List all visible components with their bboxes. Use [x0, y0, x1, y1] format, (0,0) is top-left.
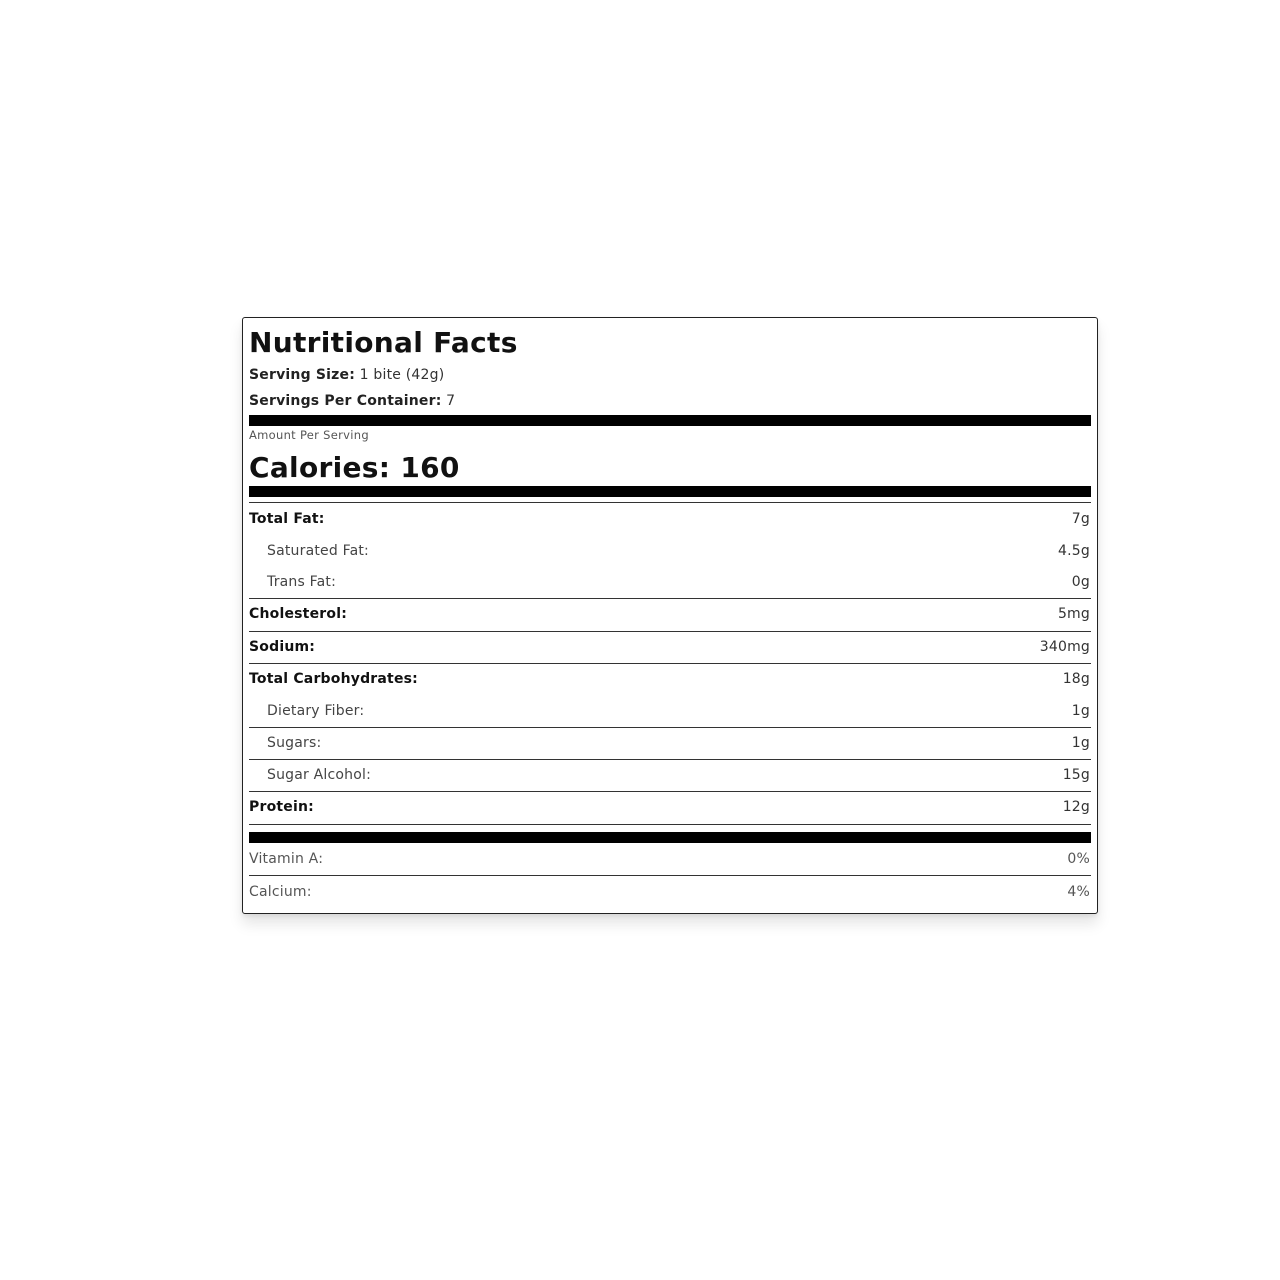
nutrient-row-trans-fat — [249, 574, 1091, 594]
calories-value: 160 — [400, 451, 460, 484]
calories-label: Calories: — [249, 451, 391, 484]
nutrient-row-sugars — [249, 735, 1091, 755]
nutrient-value: 7g — [1071, 511, 1090, 527]
servings-per-container-value: 7 — [441, 393, 456, 409]
calories — [249, 451, 460, 484]
vitamin-value: 0% — [1067, 851, 1090, 867]
nutrient-row-sugar-alcohol — [249, 767, 1091, 787]
thick-divider — [249, 832, 1091, 843]
nutrient-name: Total Fat: — [249, 511, 325, 527]
label-title: Nutritional Facts — [249, 326, 518, 359]
nutrient-name: Sugar Alcohol: — [267, 767, 372, 783]
serving-size-label: Serving Size: — [249, 367, 355, 383]
nutrient-value: 1g — [1071, 703, 1090, 719]
nutrient-row-total-carbohydrates — [249, 671, 1091, 691]
nutrient-value: 15g — [1062, 767, 1090, 783]
nutrient-row-protein — [249, 799, 1091, 819]
nutrient-value: 5mg — [1057, 606, 1090, 622]
nutrient-name: Trans Fat: — [267, 574, 336, 590]
divider-line — [249, 759, 1091, 760]
vitamin-name: Vitamin A: — [249, 851, 324, 867]
nutrient-row-sodium — [249, 639, 1091, 659]
nutrient-name: Total Carbohydrates: — [249, 671, 418, 687]
divider-line — [249, 502, 1091, 503]
nutrient-row-saturated-fat — [249, 543, 1091, 563]
vitamin-value: 4% — [1067, 884, 1090, 900]
thick-divider — [249, 415, 1091, 426]
nutrient-row-total-fat — [249, 511, 1091, 531]
nutrient-value: 12g — [1062, 799, 1090, 815]
nutrient-name: Saturated Fat: — [267, 543, 369, 559]
nutrient-value: 1g — [1071, 735, 1090, 751]
nutrition-label — [242, 317, 1098, 914]
divider-line — [249, 791, 1091, 792]
vitamin-row-vitamin-a — [249, 851, 1091, 871]
nutrient-value: 0g — [1071, 574, 1090, 590]
serving-size — [249, 367, 444, 383]
serving-size-value: 1 bite (42g) — [355, 367, 445, 383]
divider-line — [249, 824, 1091, 825]
divider-line — [249, 631, 1091, 632]
amount-per-serving: Amount Per Serving — [249, 428, 369, 442]
vitamin-name: Calcium: — [249, 884, 312, 900]
nutrient-name: Sugars: — [267, 735, 322, 751]
nutrient-value: 340mg — [1039, 639, 1090, 655]
servings-per-container — [249, 393, 455, 409]
divider-line — [249, 875, 1091, 876]
nutrient-row-cholesterol — [249, 606, 1091, 626]
divider-line — [249, 663, 1091, 664]
divider-line — [249, 727, 1091, 728]
nutrient-value: 18g — [1062, 671, 1090, 687]
divider-line — [249, 598, 1091, 599]
servings-per-container-label: Servings Per Container: — [249, 393, 442, 409]
nutrient-name: Cholesterol: — [249, 606, 347, 622]
nutrient-name: Dietary Fiber: — [267, 703, 365, 719]
nutrient-name: Sodium: — [249, 639, 316, 655]
nutrient-value: 4.5g — [1058, 543, 1090, 559]
nutrient-row-dietary-fiber — [249, 703, 1091, 723]
thick-divider — [249, 486, 1091, 497]
nutrient-name: Protein: — [249, 799, 314, 815]
vitamin-row-calcium — [249, 884, 1091, 904]
